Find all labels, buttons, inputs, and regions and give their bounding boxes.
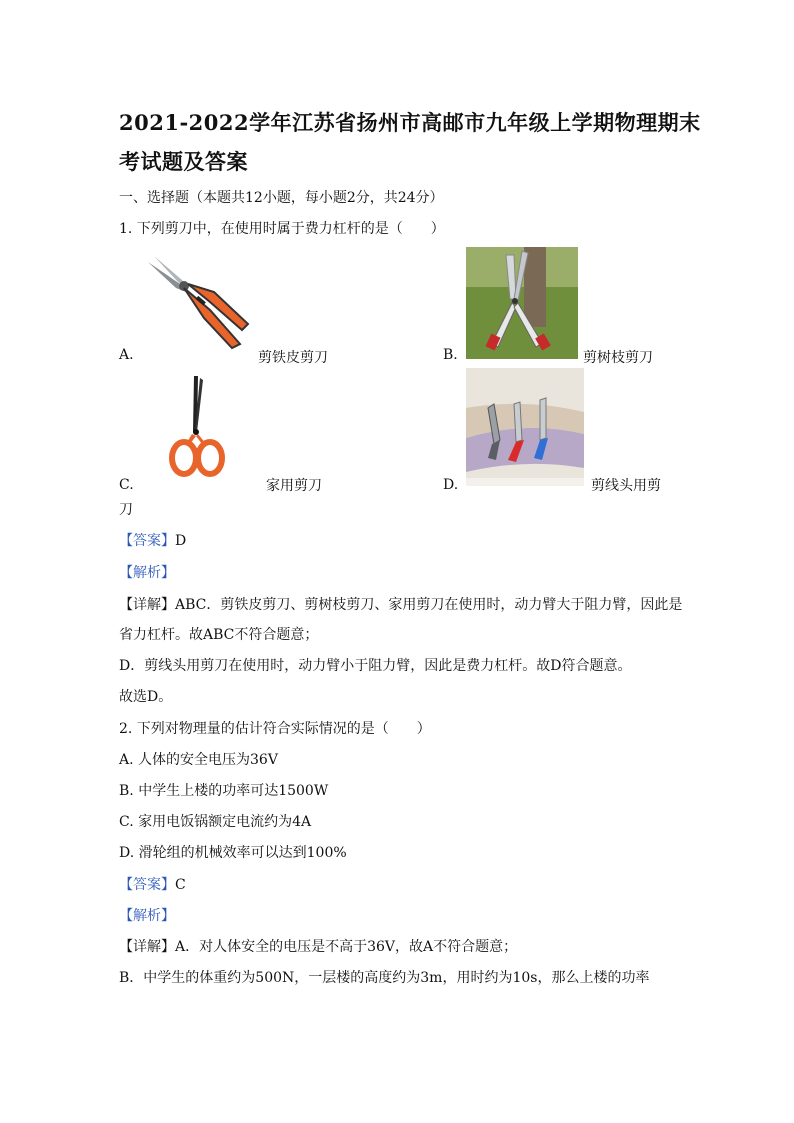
answer-line-q1: [119, 530, 186, 550]
tin-snips-image: [140, 248, 252, 360]
detail-text: ABC．剪铁皮剪刀、剪树枝剪刀、家用剪刀在使用时，动力臂大于阻力臂，因此是: [175, 597, 683, 613]
question-1-stem: 1. 下列剪刀中，在使用时属于费力杠杆的是（ ）: [119, 221, 445, 237]
doc-title-line1: 2021-2022学年江苏省扬州市高邮市九年级上学期物理期末: [119, 110, 701, 135]
q2-option-c: C. 家用电饭锅额定电流约为4A: [119, 814, 312, 830]
detail-line-1: [119, 594, 682, 614]
answer-line-q2: [119, 874, 186, 894]
answer-tag: 【答案】: [119, 533, 175, 549]
detail-tag: 【详解】: [119, 939, 175, 955]
option-d-caption: 剪线头用剪: [591, 478, 661, 494]
option-b-caption: 剪树枝剪刀: [583, 350, 653, 366]
question-2-stem: 2. 下列对物理量的估计符合实际情况的是（ ）: [119, 721, 431, 737]
q2-option-d: D. 滑轮组的机械效率可以达到100%: [119, 845, 347, 861]
option-c-letter: C.: [119, 477, 134, 493]
detail-line-2: 省力杠杆。故ABC不符合题意；: [119, 627, 319, 643]
option-a-letter: A.: [119, 347, 134, 363]
detail-line-4: 故选D。: [119, 689, 173, 705]
household-scissors-image: [140, 372, 244, 488]
section-heading: 一、选择题（本题共12小题，每小题2分，共24分）: [119, 190, 444, 206]
detail-text: A．对人体安全的电压是不高于36V，故A不符合题意；: [175, 939, 518, 955]
detail-tag: 【详解】: [119, 597, 175, 613]
answer-tag: 【答案】: [119, 877, 175, 893]
option-c-caption: 家用剪刀: [266, 478, 322, 494]
doc-title-line2: 考试题及答案: [119, 149, 248, 174]
thread-snips-image: [466, 368, 584, 486]
q2-option-a: A. 人体的安全电压为36V: [119, 752, 278, 768]
answer-value: C: [175, 877, 186, 893]
option-b-letter: B.: [443, 347, 458, 363]
q2-detail-line-1: [119, 936, 517, 956]
detail-line-3: D．剪线头用剪刀在使用时，动力臂小于阻力臂，因此是费力杠杆。故D符合题意。: [119, 658, 632, 674]
hedge-shears-image: [466, 247, 578, 359]
analysis-tag: 【解析】: [119, 565, 175, 581]
q2-option-b: B. 中学生上楼的功率可达1500W: [119, 783, 329, 799]
q2-detail-line-2: B．中学生的体重约为500N，一层楼的高度约为3m，用时约为10s，那么上楼的功率: [119, 970, 650, 986]
option-a-caption: 剪铁皮剪刀: [258, 350, 328, 366]
option-d-caption-wrap: 刀: [119, 502, 133, 518]
answer-value: D: [175, 533, 187, 549]
option-d-letter: D.: [443, 477, 459, 493]
analysis-tag: 【解析】: [119, 908, 175, 924]
